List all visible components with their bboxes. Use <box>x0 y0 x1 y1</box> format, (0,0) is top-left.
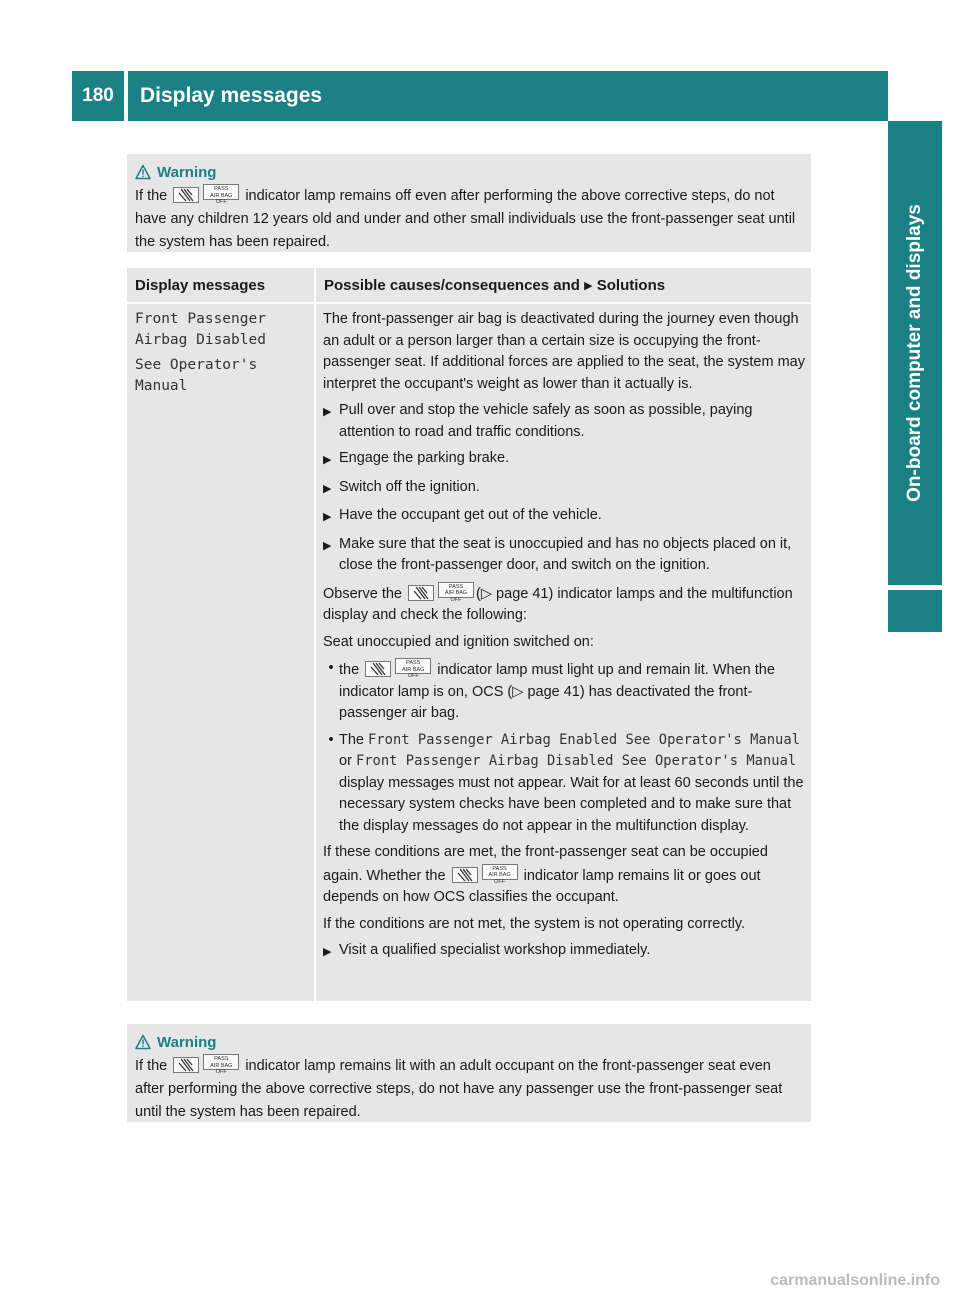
chapter-tab-text <box>888 121 942 585</box>
pab-line2: AIR BAG OFF <box>444 590 468 603</box>
step-arrow-icon: ▶ <box>323 946 332 958</box>
warning-text-start: If the <box>135 188 168 204</box>
pab-line1: PASS <box>406 660 421 666</box>
warning-box-bottom <box>127 1024 811 1122</box>
step-text: Have the occupant get out of the vehicle. <box>339 507 602 523</box>
seat-occupant-icon <box>173 1057 199 1073</box>
pab-line1: PASS <box>214 1056 229 1062</box>
seat-unoccupied-text: Seat unoccupied and ignition switched on: <box>323 633 594 650</box>
warning-text-start: If the <box>135 1058 168 1074</box>
step-item <box>323 477 805 501</box>
warning-text-end: indicator lamp remains off even after performing the above corrective steps, do not have any children 12 years old and under and other small individuals use the front-passenger seat until the system has been repaired. <box>135 188 796 250</box>
display-message-cell <box>135 309 307 401</box>
bullet1-end: page 41) has deactivated the front-passenger air bag. <box>339 683 753 721</box>
display-message-line1: Front Passenger Airbag Disabled <box>135 311 266 348</box>
display-message-enabled: Front Passenger Airbag Enabled See Operator's Manual <box>368 731 800 748</box>
step-text: Engage the parking brake. <box>339 450 510 466</box>
bullet-icon: • <box>328 731 334 748</box>
pab-line2: AIR BAG OFF <box>210 1062 233 1075</box>
warning-text-end: indicator lamp remains lit with an adult occupant on the front-passenger seat even after performing the above corrective steps, do not have any passenger use the front-passenger seat until the system has been repaired. <box>135 1058 783 1120</box>
warning-text <box>135 184 803 254</box>
pab-line1: PASS <box>214 186 229 192</box>
seat-occupant-icon <box>408 585 434 601</box>
pab-line2: AIR BAG OFF <box>210 192 233 205</box>
step-text: Make sure that the seat is unoccupied and has no objects placed on it, close the front-passenger door, and switch on the ignition. <box>339 535 792 573</box>
bullet2-or: or <box>339 753 352 769</box>
conditions-met-text <box>323 842 805 909</box>
seat-occupant-icon <box>365 661 391 677</box>
table-header-divider <box>127 302 811 304</box>
warning-title: Warning <box>157 1033 217 1051</box>
bullet-text <box>339 730 805 838</box>
pass-airbag-off-icon <box>482 864 518 885</box>
step-arrow-icon: ▶ <box>323 454 332 466</box>
pass-airbag-off-icon <box>203 1054 239 1075</box>
bullet2-end: display messages must not appear. Wait for at least 60 seconds until the necessary system checks have been completed and to make sure that the display messages do not appear in the multifunction display. <box>339 774 804 834</box>
watermark: carmanualsonline.info <box>770 1272 940 1289</box>
pass-airbag-off-icon <box>395 658 431 679</box>
seat-occupant-icon <box>173 187 199 203</box>
warning-text <box>135 1054 803 1124</box>
causes-solutions-cell <box>323 309 805 969</box>
warning-title: Warning <box>157 163 217 181</box>
display-message-disabled: Front Passenger Airbag Disabled See Operator's Manual <box>355 753 797 769</box>
observe-text-end: page 41) indicator lamps and the multifunction display and check the following: <box>323 585 793 623</box>
warning-header <box>135 1030 803 1054</box>
warning-header <box>135 160 803 184</box>
bullet-text <box>339 658 805 725</box>
conditions-met-start: If these conditions are met, the front-passenger seat can be occupied again. Whether the <box>323 844 768 884</box>
page-ref-icon: ▷ <box>480 585 493 602</box>
step-arrow-icon: ▶ <box>323 482 332 495</box>
warning-triangle-icon <box>135 164 151 180</box>
page-number: 180 <box>72 71 124 121</box>
warning-box-top <box>127 154 811 252</box>
conditions-met-end: indicator lamp remains lit or goes out depends on how OCS classifies the occupant. <box>323 867 761 905</box>
bullet-icon: • <box>328 660 334 676</box>
bullet-item <box>323 730 805 838</box>
pass-airbag-off-icon <box>438 582 474 603</box>
col-header-display-messages: Display messages <box>135 276 266 294</box>
intro-text: The front-passenger air bag is deactivated during the journey even though an adult or a person larger than a certain size is occupying the front-passenger seat. If additional forces are applied to the seat, the system may interpret the occupant's weight as lower than it actually is. <box>323 311 805 392</box>
observe-paren: ( <box>476 585 481 602</box>
seat-occupant-icon <box>452 867 478 883</box>
final-step-text: Visit a qualified specialist workshop immediately. <box>339 942 651 958</box>
pab-line2: AIR BAG OFF <box>402 666 425 679</box>
display-message-line2: See Operator's Manual <box>135 357 258 394</box>
bullet2-start: The <box>339 731 364 748</box>
bullet1-start: the <box>339 662 360 678</box>
table-column-divider <box>314 268 316 1001</box>
pab-line1: PASS <box>448 583 464 590</box>
step-arrow-icon: ▶ <box>323 539 332 552</box>
bullet1-middle: indicator lamp must light up and remain lit. When the indicator lamp is on, OCS ( <box>339 662 775 700</box>
col-header-causes-solutions <box>316 268 811 302</box>
observe-text-start: Observe the <box>323 585 402 602</box>
arrow-icon: ▶ <box>584 279 593 292</box>
observe-text <box>323 582 805 627</box>
col2-header-solutions: Solutions <box>596 276 666 294</box>
step-arrow-icon: ▶ <box>323 511 332 523</box>
step-arrow-icon: ▶ <box>323 406 332 418</box>
section-title: Display messages <box>128 71 888 121</box>
bullet-item <box>323 658 805 725</box>
chapter-tab-marker <box>888 590 942 632</box>
step-text: Switch off the ignition. <box>339 478 480 495</box>
final-step-item <box>323 940 805 964</box>
page-ref-icon: ▷ <box>512 683 524 700</box>
step-item <box>323 505 805 529</box>
step-item <box>323 400 805 443</box>
step-item <box>323 534 805 577</box>
step-text: Pull over and stop the vehicle safely as soon as possible, paying attention to road and traffic conditions. <box>339 402 753 440</box>
pab-line1: PASS <box>492 865 507 872</box>
chapter-label: On-board computer and displays <box>904 204 925 502</box>
pass-airbag-off-icon <box>203 184 239 205</box>
conditions-not-met-text: If the conditions are not met, the system is not operating correctly. <box>323 915 746 932</box>
step-item <box>323 448 805 472</box>
pab-line2: AIR BAG OFF <box>488 872 511 885</box>
col2-header-text: Possible causes/consequences and <box>324 276 580 294</box>
warning-triangle-icon <box>135 1034 151 1050</box>
